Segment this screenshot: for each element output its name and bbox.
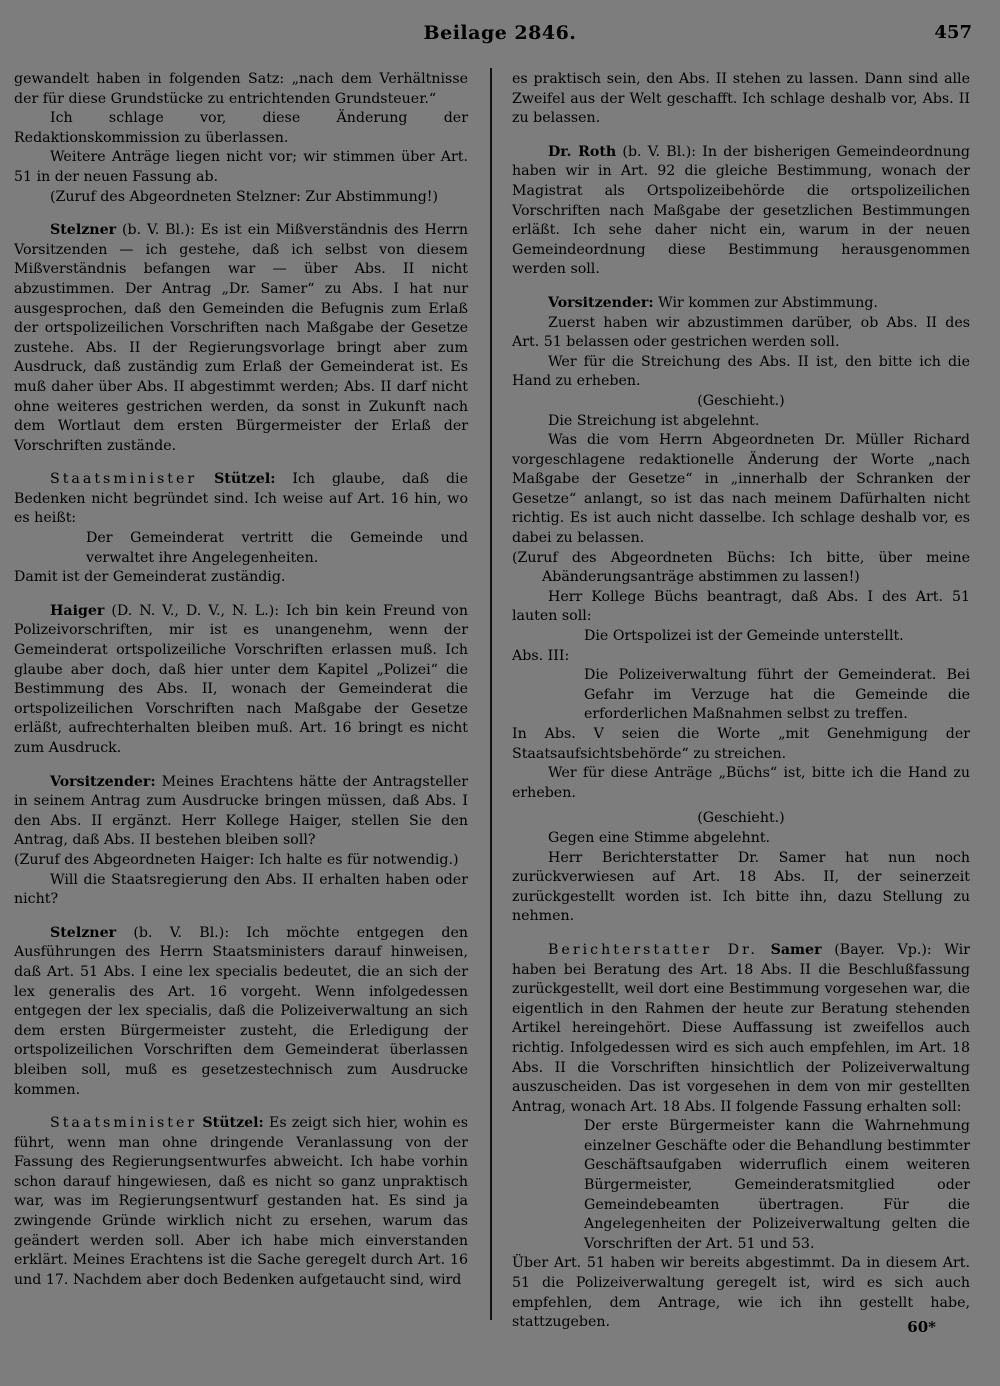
speech-text: (b. V. Bl.): In der bisherigen Gemeindeordnung haben wir in Art. 92 die gleiche Bestimmung, wonach der Magistrat als Ortspolizeibehörde die ortspolizeilichen Vorschriften nach Maßgabe der gesetzlichen Bestimmungen erläßt. Ich sehe daher nicht ein, warum in der neuen Gemeindeordnung diese Bestimmung herausgenommen werden soll. — [512, 143, 970, 278]
speaker-name: Stützel: — [202, 1115, 264, 1132]
interjection: (Zuruf des Abgeordneten Büchs: Ich bitte, über meine Abänderungsanträge abstimmen zu lassen!) — [512, 549, 970, 586]
speech — [512, 294, 970, 314]
stage-direction: (Geschieht.) — [697, 392, 785, 409]
column-divider — [490, 68, 492, 1320]
paragraph: Damit ist der Gemeinderat zuständig. — [14, 569, 286, 586]
speech — [14, 924, 468, 1100]
speech — [14, 470, 468, 529]
speaker-name: Haiger — [50, 602, 105, 619]
speech-text: (b. V. Bl.): Ich möchte entgegen den Ausführungen des Herrn Staatsministers darauf hinweisen, daß Art. 51 Abs. I eine lex specialis bedeutet, die an sich der lex generalis des Art. 16 vorgeht. Wenn infolgedessen entgegen der lex specialis, daß die Polizeiverwaltung an sich dem ersten Bürgermeister zusteht, die Erledigung der ortspolizeilichen Vorschriften dem Gemeinderat überlassen bleiben soll, muß es gesetzestechnisch zum Ausdrucke kommen. — [14, 924, 468, 1098]
paragraph: Was die vom Herrn Abgeordneten Dr. Müller Richard vorgeschlagene redaktionelle Änderung der Worte „nach Maßgabe der Gesetze“ in „innerhalb der Schranken der Gesetze“ anlangt, so ist das nach meinem Dafürhalten nicht richtig. Es ist auch nicht dasselbe. Ich schlage deshalb vor, es dabei zu belassen. — [512, 432, 970, 547]
speech — [512, 941, 970, 1117]
speaker-name: Vorsitzender: — [50, 773, 156, 790]
speech — [14, 221, 468, 456]
paragraph: Wer für die Streichung des Abs. II ist, den bitte ich die Hand zu erheben. — [512, 353, 970, 390]
speech — [14, 602, 468, 759]
left-column — [14, 70, 468, 1290]
speaker-role: Staatsminister — [50, 1115, 198, 1132]
paragraph: gewandelt haben in folgenden Satz: „nach dem Verhältnisse der für diese Grundstücke zu entrichtenden Grundsteuer.“ — [14, 71, 468, 107]
paragraph: es praktisch sein, den Abs. II stehen zu lassen. Dann sind alle Zweifel aus der Welt geschafft. Ich schlage deshalb vor, Abs. II zu belassen. — [512, 71, 970, 127]
speech-text: Wir kommen zur Abstimmung. — [653, 294, 878, 311]
speaker-name: Stelzner — [50, 924, 117, 941]
paragraph: In Abs. V seien die Worte „mit Genehmigung der Staatsaufsichtsbehörde“ zu streichen. — [512, 726, 970, 762]
speaker-name: Stützel: — [214, 471, 276, 488]
page-title: Beilage 2846. — [423, 22, 577, 44]
speaker-name: Stelzner — [50, 222, 117, 239]
speech — [14, 773, 468, 851]
right-column — [512, 70, 970, 1333]
paragraph: Herr Kollege Büchs beantragt, daß Abs. I des Art. 51 lauten soll: — [512, 588, 970, 625]
speaker-role: Staatsminister — [50, 471, 198, 488]
quotation: Der erste Bürgermeister kann die Wahrnehmung einzelner Geschäfte oder die Behandlung bestimmter Geschäftsaufgaben widerruflich einem weiteren Bürgermeister, Gemeinderatsmitglied oder Gemeindebeamten übertragen. Für die Angelegenheiten der Polizeiverwaltung gelten die Vorschriften der Art. 51 und 53. — [584, 1118, 970, 1252]
paragraph: Über Art. 51 haben wir bereits abgestimmt. Da in diesem Art. 51 die Polizeiverwaltung geregelt ist, wird es sich auch empfehlen, dem Antrage, wie ich ihn gestellt habe, stattzugeben. — [512, 1255, 970, 1331]
paragraph: Abs. III: — [512, 647, 570, 664]
speech-text: Ich glaube, daß die Bedenken nicht begründet sind. Ich weise auf Art. 16 hin, wo es heißt: — [14, 471, 468, 527]
quotation: Die Ortspolizei ist der Gemeinde unterstellt. — [584, 628, 904, 645]
speech — [512, 143, 970, 280]
paragraph: Die Streichung ist abgelehnt. — [548, 412, 760, 429]
signature-mark: 60* — [907, 1318, 936, 1336]
paragraph: Ich schlage vor, diese Änderung der Redaktionskommission zu überlassen. — [14, 110, 468, 146]
speech-text: Es zeigt sich hier, wohin es führt, wenn man ohne dringende Veranlassung von der Fassung des Regierungsentwurfes abweicht. Ich habe vorhin schon darauf hingewiesen, daß es nicht so ganz unpraktisch war, was im Regierungsentwurf gestanden hat. Es sind ja zwingende Gründe wirklich nicht zu ersehen, warum das geändert werden soll. Aber ich habe mich einverstanden erklärt. Meines Erachtens ist die Sache geregelt durch Art. 16 und 17. Nachdem aber doch Bedenken aufgetaucht sind, wird — [14, 1115, 468, 1288]
speech — [14, 1114, 468, 1290]
speaker-name: Vorsitzender: — [548, 294, 654, 311]
stage-direction: (Geschieht.) — [697, 810, 785, 827]
page-number: 457 — [934, 22, 972, 43]
quotation: Der Gemeinderat vertritt die Gemeinde und verwaltet ihre Angelegenheiten. — [86, 530, 468, 566]
paragraph: Weitere Anträge liegen nicht vor; wir stimmen über Art. 51 in der neuen Fassung ab. — [14, 149, 468, 185]
paragraph: Will die Staatsregierung den Abs. II erhalten haben oder nicht? — [14, 871, 468, 908]
speech-text: (b. V. Bl.): Es ist ein Mißverständnis des Herrn Vorsitzenden — ich gestehe, daß ich selbst von diesem Mißverständnis befangen war — über Abs. II nicht abzustimmen. Der Antrag „Dr. Samer“ zu Abs. I hat nur ausgesprochen, daß den Gemeinden die Befugnis zum Erlaß der ortspolizeilichen Vorschriften nach Maßgabe der Gesetze zustehe. Abs. II der Regierungsvorlage bringt aber zum Ausdruck, daß zuständig zum Erlaß der Gemeinderat ist. Es muß daher über Abs. II abgestimmt werden; Abs. II darf nicht ohne weiteres gestrichen werden, da sonst in Zukunft nach dem Wortlaut dem ersten Bürgermeister der Erlaß der Vorschriften zustände. — [14, 222, 468, 454]
quotation: Die Polizeiverwaltung führt der Gemeinderat. Bei Gefahr im Verzuge hat die Gemeinde die erforderlichen Maßnahmen selbst zu treffen. — [584, 667, 970, 723]
speaker-name: Dr. Roth — [548, 143, 617, 160]
interjection: (Zuruf des Abgeordneten Haiger: Ich halte es für notwendig.) — [14, 851, 459, 868]
interjection: (Zuruf des Abgeordneten Stelzner: Zur Abstimmung!) — [50, 188, 439, 205]
page-header — [0, 22, 1000, 50]
paragraph: Wer für diese Anträge „Büchs“ ist, bitte ich die Hand zu erheben. — [512, 765, 970, 801]
speech-text: (Bayer. Vp.): Wir haben bei Beratung des Art. 18 Abs. II die Beschlußfassung zurückgestellt, weil dort eine Bestimmung vorgesehen war, die eigentlich in den Rahmen der heute zur Beratung stehenden Artikel hereingehört. Diese Auffassung ist zweifellos auch richtig. Infolgedessen wird es sich auch empfehlen, im Art. 18 Abs. II die Vorschriften hinsichtlich der Polizeiverwaltung auszuscheiden. Das ist vorgesehen in dem von mir gestellten Antrag, wonach Art. 18 Abs. II folgende Fassung erhalten soll: — [512, 941, 970, 1115]
speaker-name: Samer — [770, 941, 822, 958]
paragraph: Zuerst haben wir abzustimmen darüber, ob Abs. II des Art. 51 belassen oder gestrichen werden soll. — [512, 314, 970, 351]
speech-text: Meines Erachtens hätte der Antragsteller in seinem Antrag zum Ausdrucke bringen müssen, daß Abs. I den Abs. II ergänzt. Herr Kollege Haiger, stellen Sie den Antrag, daß Abs. II bestehen bleiben soll? — [14, 773, 468, 849]
paragraph: Gegen eine Stimme abgelehnt. — [548, 829, 771, 846]
paragraph: Herr Berichterstatter Dr. Samer hat nun noch zurückverwiesen auf Art. 18 Abs. II, der seinerzeit zurückgestellt worden ist. Ich bitte ihn, dazu Stellung zu nehmen. — [512, 849, 970, 925]
speech-text: (D. N. V., D. V., N. L.): Ich bin kein Freund von Polizeivorschriften, mir ist es unangenehm, wenn der Gemeinderat ortspolizeiliche Vorschriften erlassen muß. Ich glaube aber doch, daß hier unter dem Kapitel „Polizei“ die Bestimmung des Abs. II, wonach der Gemeinderat die ortspolizeilichen Vorschriften nach Maßgabe der Gesetze erläßt, aufrechterhalten bleiben muß. Art. 16 bringt es nicht zum Ausdruck. — [14, 602, 468, 756]
speaker-role: Berichterstatter Dr. — [548, 941, 758, 958]
